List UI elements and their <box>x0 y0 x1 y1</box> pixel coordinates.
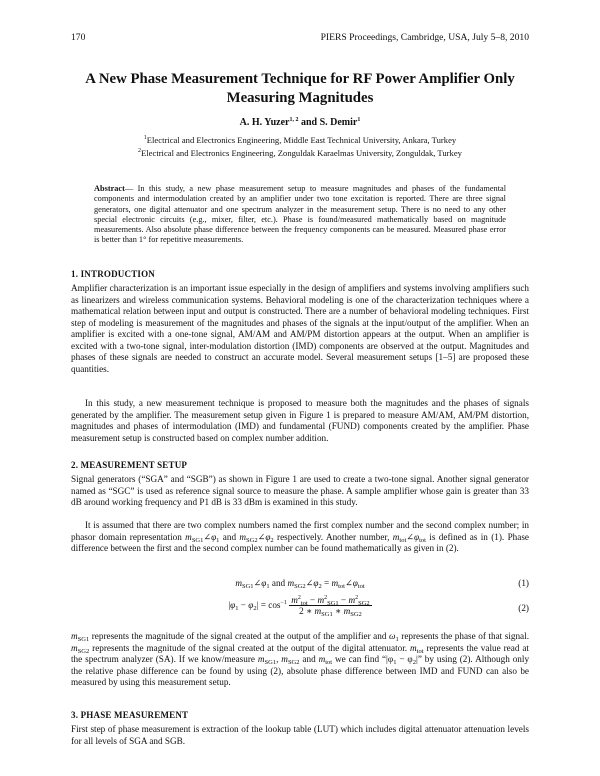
setup-paragraph-1: Signal generators (“SGA” and “SGB”) as shown in Figure 1 are used to create a two-tone signal. Another signal generator named as “SGC” is used as reference signal source to measure the phase. A sample amplifier whose gain is greater than 33 dB around working frequency and P1 dB is 33 dBm is examined in this study. <box>71 474 529 508</box>
equation-2 <box>71 595 529 625</box>
setup-paragraph-3: $m_{SG1}$ represents the magnitude of the signal created at the output of the amplifier and $\omega_1$ represents the phase of that signal. $m_{SG2}$ represents the magnitude of the signal created at the output of the digital attenuator. $m_{tot}$ represents the value read at the spectrum analyzer (SA). If we know/measure $m_{SG1}$, $m_{SG2}$ and $m_{tot}$ we can find “$|\varphi_1 - \varphi_2|$” by using (2). Although only the relative phase difference can be found by using (2), absolute phase difference between IMD and FUND can also be measured by using this measurement setup. <box>71 631 530 688</box>
title-line-1: A New Phase Measurement Technique for RF Power Amplifier Only <box>85 71 515 87</box>
abstract <box>94 184 506 246</box>
authors: A. H. Yuzer$^{1, 2}$ and S. Demir$^1$ <box>239 117 361 128</box>
equation-2-body: $|\varphi_1 - \varphi_2| = \cos^{-1}$ $\frac{m^2_{tot} - m^2_{SG1} - m^2_{SG2}}{2 ∗ m_{SG1} ∗ m_{SG2}}$ <box>228 595 370 618</box>
section-heading-phase-measurement: 3. PHASE MEASUREMENT <box>71 710 189 720</box>
abstract-label: Abstract <box>94 184 125 193</box>
paper-title <box>60 70 540 108</box>
title-line-2: Measuring Magnitudes <box>226 90 374 106</box>
conference-name: PIERS Proceedings, Cambridge, USA, July 5–8, 2010 <box>320 32 529 43</box>
intro-paragraph-2: In this study, a new measurement technique is proposed to measure both the magnitudes and the phases of signals generated by the amplifier. The measurement setup given in Figure 1 is prepared to measure AM/AM, AM/PM distortion, magnitudes and phases of intermodulation (IMD) and fundamental (FUND) components created by the amplifier. Phase measurement setup is constructed based on complex number addition. <box>71 398 529 443</box>
setup-paragraph-2: It is assumed that there are two complex numbers named the first complex number and the second complex number; in phasor domain representation $m_{SG1}\angle\varphi_1$ and $m_{SG2}\angle\varphi_2$ respectively. Another number, $m_{tot}\angle\varphi_{tot}$ is defined as in (1). Phase difference between the first and the second complex number can be found mathematically as given in (2). <box>71 520 530 554</box>
section-heading-measurement-setup: 2. MEASUREMENT SETUP <box>71 460 188 470</box>
intro-paragraph-1: Amplifier characterization is an important issue especially in the design of amplifiers and systems involving amplifiers such as linearizers and wireless communication systems. Behavioral modeling is one of the characterization techniques where a mathematical relation between input and output is constructed. There are a number of behavioral modeling techniques. First step of modeling is measurement of the magnitudes and phases of the signals at the input/output of the amplifier. When an amplifier is excited with a one-tone signal, AM/AM and AM/PM distortion appears at the output. When an amplifier is excited with a two-tone signal, inter-modulation distortion (IMD) components are observed at the output. Magnitudes and phases of these signals are needed to construct an accurate model. Several measurement setups [1–5] are proposed these quantities. <box>71 283 529 374</box>
page-number: 170 <box>71 32 86 43</box>
equation-1-body: $m_{SG1}\angle\varphi_1$ and $m_{SG2}\angle\varphi_2$ = $m_{tot}\angle\varphi_{tot}$ <box>235 578 365 590</box>
affiliation-1: $^1$Electrical and Electronics Engineering, Middle East Technical University, Ankara, Turkey <box>143 135 457 145</box>
section-heading-introduction: 1. INTRODUCTION <box>71 269 156 279</box>
affiliation-2: $^2$Electrical and Electronics Engineering, Zonguldak Karaelmas University, Zonguldak, Turkey <box>138 148 462 158</box>
equation-2-number: (2) <box>518 603 529 613</box>
abstract-text: — In this study, a new phase measurement setup to measure magnitudes and phases of the fundamental components and intermodulation created by an amplifier under two tone excitation is reported. There are three signal generators, one digital attenuator and one spectrum analyzer in the measurement setup. There is no need to any other special electronic circuits (e.g., mixer, filter, etc.). Phase is found/measured mathematically based on magnitude measurements. Also absolute phase difference between the frequency components can be measured. Measured phase error is better than 1° for repetitive measurements. <box>94 184 506 245</box>
equation-1-number: (1) <box>518 578 529 588</box>
phase-paragraph-1: First step of phase measurement is extraction of the lookup table (LUT) which includes digital attenuator attenuation levels for all levels of SGA and SGB. <box>71 724 529 746</box>
